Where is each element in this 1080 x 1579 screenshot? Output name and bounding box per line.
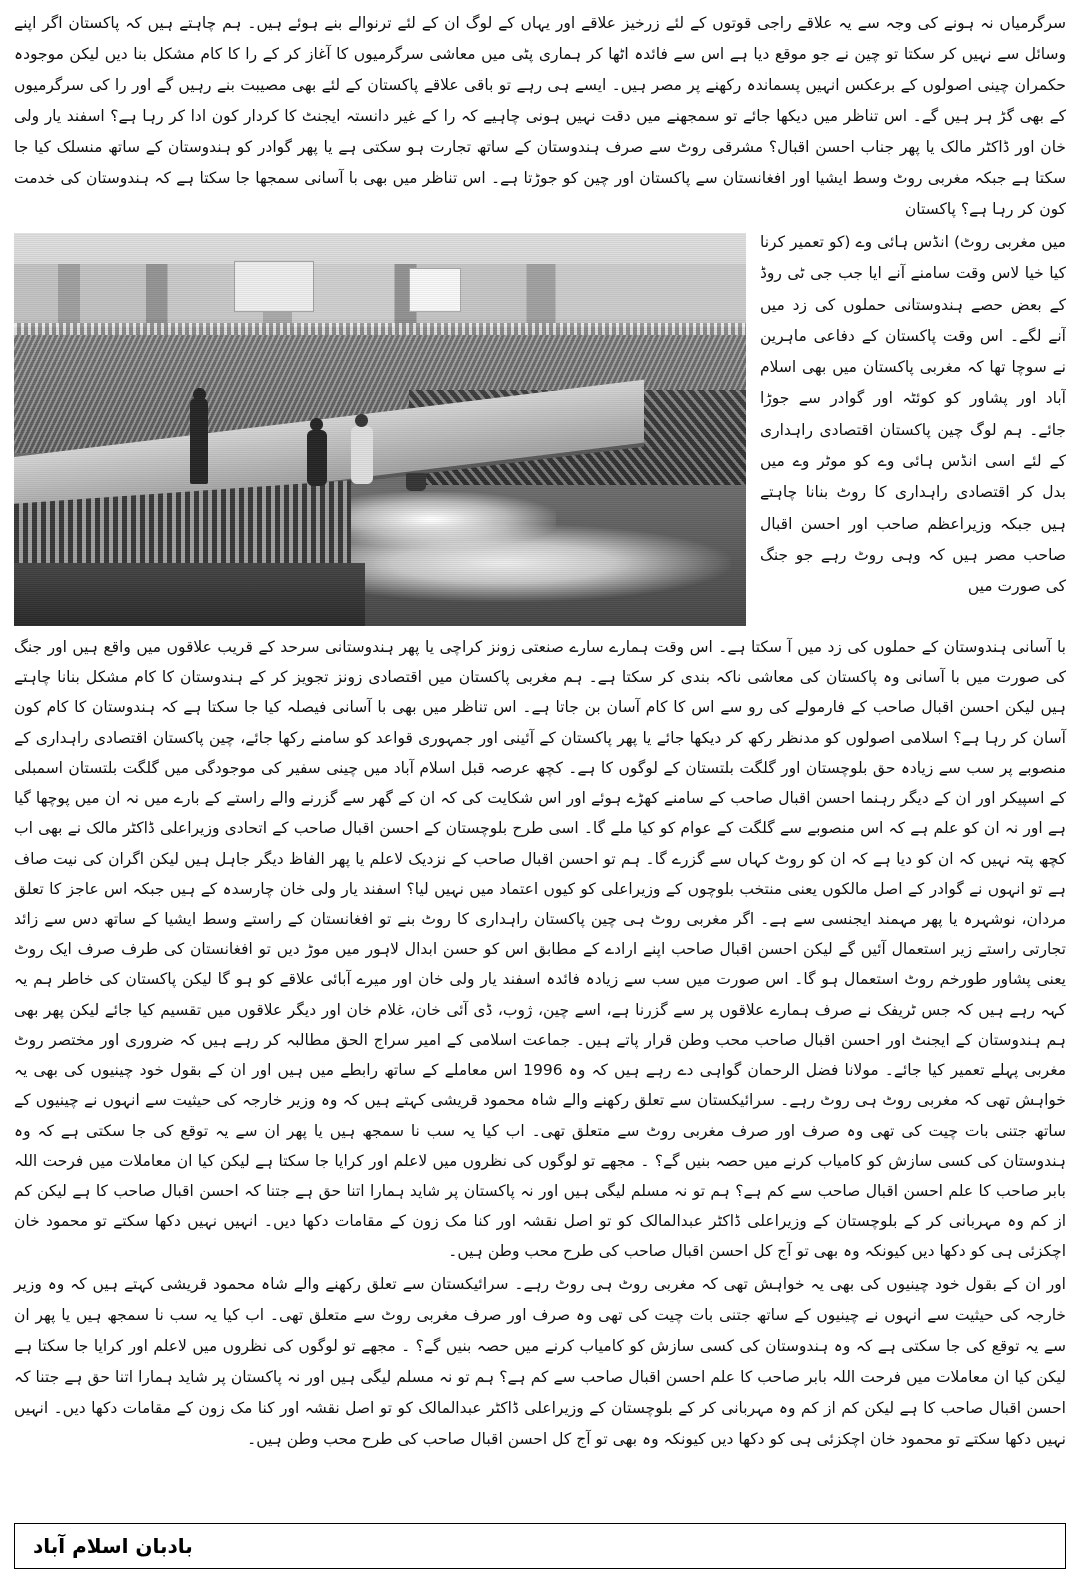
photo-worker-three-head — [355, 414, 368, 427]
article-body — [14, 8, 1066, 1455]
article-paragraph-continued: اور ان کے بقول خود چینیوں کی بھی یہ خواہش تھی کہ مغربی روٹ ہی روٹ رہے۔ سرائیکستان سے تعلق رکھنے والے شاہ محمود قریشی کہتے ہیں کہ وہ وزیر خارجہ کی حیثیت سے انہوں نے چینیوں کے ساتھ جتنی بات چیت کی تھی وہ صرف اور صرف مغربی روٹ سے متعلق تھی۔ اب کیا یہ سب نا سمجھ ہیں یا پھر ان سے یہ توقع کی جا سکتی ہے کہ وہ ہندوستان کی کسی سازش کو کامیاب کرنے میں حصہ بنیں گے؟ ۔ مجھے تو لوگوں کی نظروں میں لاعلم اور کرایا جا سکتا ہے لیکن کیا ان معاملات میں فرحت اللہ بابر صاحب کا علم احسن اقبال صاحب سے کم ہے؟ ہم تو نہ مسلم لیگی ہیں اور نہ پاکستان پر شاید ہمارا اتنا حق ہے جتنا کہ احسن اقبال صاحب کا ہے لیکن کم از کم وہ مہربانی کر کے بلوچستان کے وزیراعلی ڈاکٹر عبدالمالک کو تو اصل نقشہ اور کنا مک زون کے مقامات دکھا دیں۔ انہیں نہیں دکھا سکتے تو محمود خان اچکزئی ہی کو دکھا دیں کیونکہ وہ بھی تو آج کل احسن اقبال صاحب کی طرح محب وطن ہیں۔ — [14, 1274, 1066, 1448]
article-paragraph-intro: سرگرمیاں نہ ہونے کی وجہ سے یہ علاقے راجی قوتوں کے لئے زرخیز علاقے اور یہاں کے لوگ ان کے لئے ترنوالے بنے ہوئے ہیں۔ ہم چاہتے ہیں کہ پاکستان اگر اپنے وسائل سے نہیں کر سکتا تو چین نے جو موقع دیا ہے اس سے فائدہ اٹھا کر ہماری پٹی میں معاشی سرگرمیوں کا آغاز کر کے را کا کام مشکل بنا دیں لیکن موجودہ حکمران چینی اصولوں کے برعکس انہیں پسماندہ رکھنے پر مصر ہیں۔ ایسے ہی رہے تو باقی علاقے پاکستان کے لئے بھی مصیبت بنے رہیں گے اور را کی سرگرمیوں کے بھی گڑ ہر ہیں گے۔ اس تناظر میں دیکھا جائے تو سمجھنے میں دقت نہیں ہونی چاہیے کہ را کے غیر دانستہ ایجنٹ کا کردار کون ادا کر رہا ہے؟ اسفند یار ولی خان اور ڈاکٹر مالک یا پھر جناب احسن اقبال؟ مشرقی روٹ سے صرف ہندوستان کے ساتھ تجارت ہو سکتی ہے یا پھر گوادر کو ہندوستان کے ساتھ منسلک کیا جا سکتا ہے جبکہ مغربی روٹ وسط ایشیا اور افغانستان سے پاکستان اور چین کو جوڑتا ہے۔ اس تناظر میں بھی با آسانی سمجھا جا سکتا ہے کہ ہندوستان کی خدمت کون کر رہا ہے؟ پاکستان — [14, 14, 1066, 218]
footer-bar — [14, 1523, 1066, 1569]
article-wrap-region — [14, 227, 1066, 632]
article-paragraph-main: با آسانی ہندوستان کے حملوں کی زد میں آ سکتا ہے۔ اس وقت ہمارے سارے صنعتی زونز کراچی یا پھر ہندوستانی سرحد کے قریب علاقوں میں واقع ہیں اور جنگ کی صورت میں با آسانی وہ پاکستان کی معاشی ناکہ بندی کر سکتا ہے۔ ہم مغربی پاکستان میں اقتصادی زونز تجویز کر کے ہندوستان کا کام مشکل بنانا چاہتے ہیں لیکن احسن اقبال صاحب کے فارمولے کی رو سے اس کا کام آسان بن جاتا ہے۔ اس تناظر میں بھی با آسانی فیصلہ کیا جا سکتا ہے کہ ہندوستان کا کام کون آسان کر رہا ہے؟ اسلامی اصولوں کو مدنظر رکھ کر دیکھا جائے یا پھر پاکستان کے آئینی اور جمہوری قواعد کو سامنے رکھا جائے، چین پاکستان اقتصادی راہداری کے منصوبے پر سب سے زیادہ حق بلوچستان اور گلگت بلتستان کے لوگوں کا ہے۔ کچھ عرصہ قبل اسلام آباد میں چینی سفیر کی موجودگی میں گلگت بلتستان اسمبلی کے اسپیکر اور ان کے دیگر رہنما احسن اقبال صاحب کے سامنے کھڑے ہوئے اور اس شکایت کی کہ ان کے گھر سے گزرنے والے راستے کے بارے میں نہ ان میں پوچھا گیا ہے اور نہ ان کو علم ہے کہ اس منصوبے سے گلگت کے عوام کو کیا ملے گا۔ اسی طرح بلوچستان کے احسن اقبال صاحب کے اتحادی وزیراعلی ڈاکٹر مالک نے بھی اب کچھ پتہ نہیں کہ ان کو دیا ہے کہ ان کو روٹ کہاں سے گزرے گا۔ ہم تو احسن اقبال صاحب کے نزدیک لاعلم یا پھر الفاظ دیگر جاہل ہیں لیکن اگران کی نیت صاف ہے تو انہوں نے گوادر کے اصل مالکوں یعنی منتخب بلوچوں کے وزیراعلی کو کیوں اعتماد میں نہیں لیا؟ اسفند یار ولی خان چارسدہ کے ہیں جبکہ اس عاجز کا تعلق مردان، نوشہرہ یا پھر مہمند ایجنسی سے ہے۔ اگر مغربی روٹ ہی چین پاکستان راہداری کا روٹ بنے تو افغانستان کے راستے وسط ایشیا کے ساتھ دس سے زائد تجارتی راستے زیر استعمال آئیں گے لیکن احسن اقبال صاحب اپنے ارادے کے مطابق اس کو حسن ابدال لاہور میں موڑ دیں تو افغانستان کی طرف صرف ایک روٹ یعنی پشاور طورخم روٹ استعمال ہو گا۔ اس صورت میں سب سے زیادہ فائدہ اسفند یار ولی خان اور میرے آبائی علاقے کو ہو گا لیکن پاکستان کی خاطر ہم یہ کہہ رہے ہیں کہ جس ٹریفک نے صرف ہمارے علاقوں پر سے گزرنا ہے، اسے چین، ژوب، ڈی آئی خان، غلام خان اور دیگر علاقوں میں تقسیم کیا جائے لیکن پھر بھی ہم ہندوستان کے ایجنٹ اور احسن اقبال صاحب محب وطن قرار پاتے ہیں۔ جماعت اسلامی کے امیر سراج الحق مطالبہ کر رہے ہیں کہ ضروری اور مختصر روٹ مغربی پہلے تعمیر کیا جائے۔ مولانا فضل الرحمان گواہی دے رہے ہیں کہ وہ 1996 اس معاملے کے ساتھ رابطے میں ہیں اور ان کے بقول خود چینیوں کی بھی یہ خواہش تھی کہ مغربی روٹ ہی روٹ رہے۔ سرائیکستان سے تعلق رکھنے والے شاہ محمود قریشی کہتے ہیں کہ وہ وزیر خارجہ کی حیثیت سے انہوں نے چینیوں کے ساتھ جتنی بات چیت کی تھی وہ صرف اور صرف مغربی روٹ سے متعلق تھی۔ اب کیا یہ سب نا سمجھ ہیں یا پھر ان سے یہ توقع کی جا سکتی ہے کہ وہ ہندوستان کی کسی سازش کو کامیاب کرنے میں حصہ بنیں گے؟ ۔ مجھے تو لوگوں کی نظروں میں لاعلم اور کرایا جا سکتا ہے لیکن کیا ان معاملات میں فرحت اللہ بابر صاحب کا علم احسن اقبال صاحب سے کم ہے؟ ہم تو نہ مسلم لیگی ہیں اور نہ پاکستان پر شاید ہمارا اتنا حق ہے جتنا کہ احسن اقبال صاحب کا ہے لیکن کم از کم وہ مہربانی کر کے بلوچستان کے وزیراعلی ڈاکٹر عبدالمالک کو تو اصل نقشہ اور کنا مک زون کے مقامات دکھا دیں۔ انہیں نہیں دکھا سکتے تو محمود خان اچکزئی ہی کو دکھا دیں کیونکہ وہ بھی تو آج کل احسن اقبال صاحب کی طرح محب وطن ہیں۔ — [14, 638, 1066, 1261]
photo-worker-two — [307, 430, 327, 486]
photo-bucket — [406, 473, 426, 491]
photo-worker-one — [190, 398, 208, 484]
photo-worker-three — [351, 426, 373, 484]
footer-label: بادبان اسلام آباد — [33, 1534, 193, 1558]
photo-building-right — [409, 268, 460, 311]
photo-deck-shadow — [14, 563, 365, 626]
photo-worker-one-head — [193, 388, 206, 401]
photo-surf-near — [351, 524, 732, 603]
article-photo — [14, 233, 746, 626]
photo-worker-two-head — [310, 418, 323, 431]
photo-far-structures — [14, 264, 746, 327]
article-paragraph-wrapped: میں مغربی روٹ) انڈس ہائی وے (کو تعمیر کرنا کیا خیا لاس وقت سامنے آنے ایا جب جی ٹی روڈ کے بعض حصے ہندوستانی حملوں کی زد میں آنے لگے۔ اس وقت پاکستان کے دفاعی ماہرین نے سوچا تھا کہ مغربی پاکستان میں بھی اسلام آباد اور پشاور کو کوئٹہ اور گوادر سے جوڑا جائے۔ ہم لوگ چین پاکستان اقتصادی راہداری کے لئے اسی انڈس ہائی وے کو موٹر وے میں بدل کر اقتصادی راہداری کا روٹ بنانا چاہتے ہیں جبکہ وزیراعظم صاحب اور احسن اقبال صاحب مصر ہیں کہ وہی روٹ رہے جو جنگ کی صورت میں — [760, 233, 1066, 596]
photo-building-left — [234, 261, 315, 312]
